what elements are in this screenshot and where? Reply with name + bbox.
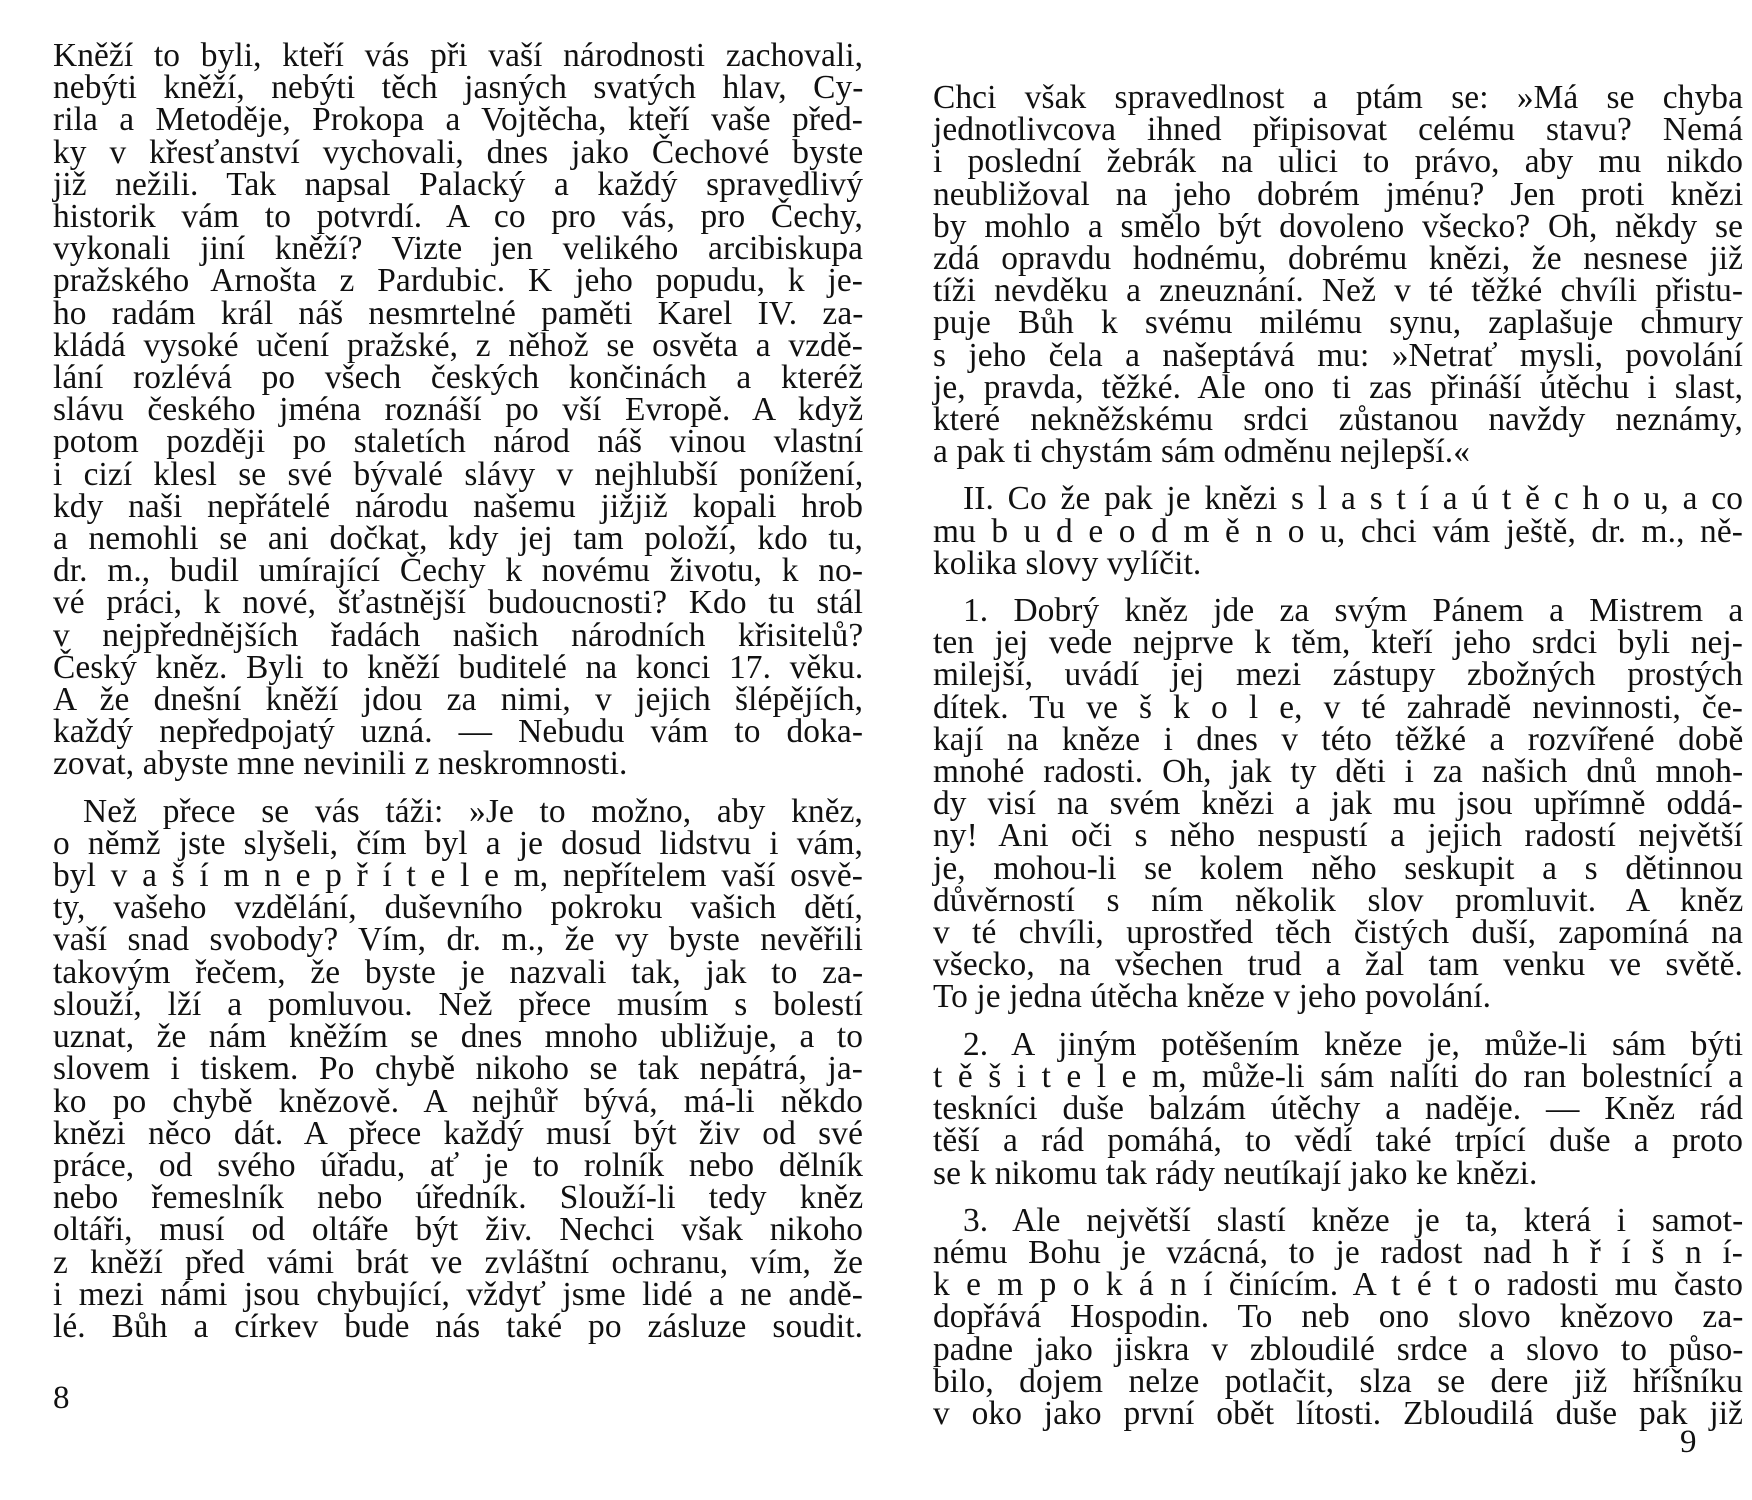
text-line: o němž jste slyšeli, čím byl a je dosud lidstvu i vám, xyxy=(53,824,863,862)
text-line: nému Bohu je vzácná, to je radost nad h ř í š n í- xyxy=(933,1233,1743,1271)
left-page-number: 8 xyxy=(53,1380,70,1416)
text-line: 3. Ale největší slastí kněze je ta, která i samot- xyxy=(963,1201,1744,1239)
text-line: Chci však spravedlnost a ptám se: »Má se chyba xyxy=(933,79,1743,116)
text-line: a pak ti chystám sám odměnu nejlepší.« xyxy=(933,433,1471,471)
text-line: zovat, abyste mne nevinili z neskromnosti. xyxy=(53,745,628,783)
text-line: dr. m., budil umírající Čechy k novému životu, k no- xyxy=(53,552,864,590)
text-line: To je jedna útěcha kněze v jeho povolání. xyxy=(933,978,1492,1016)
text-line: se k nikomu tak rády neutíkají jako ke knězi. xyxy=(933,1154,1538,1192)
text-line: k e m p o k á n í činícím. A t é t o radosti mu často xyxy=(933,1266,1743,1304)
text-line: práce, od svého úřadu, ať je to rolník nebo dělník xyxy=(53,1146,863,1184)
text-line: vaší snad svobody? Vím, dr. m., že vy byste nevěřili xyxy=(53,921,863,959)
text-line: kolika slovy vylíčit. xyxy=(933,544,1202,582)
text-line: lé. Bůh a církev bude nás také po zásluze soudit. xyxy=(53,1307,864,1345)
text-line: každý nepředpojatý uzná. — Nebudu vám to doka- xyxy=(53,713,864,751)
text-line: bilo, dojem nelze potlačit, slza se dere již hříšníku xyxy=(933,1362,1743,1400)
text-line: ny! Ani oči s něho nespustí a jejich radostí největší xyxy=(933,817,1744,855)
text-line: historik vám to potvrdí. A co pro vás, pro Čechy, xyxy=(53,198,863,236)
text-line: oltáři, musí od oltáře být živ. Nechci však nikoho xyxy=(53,1211,864,1249)
text-line: ko po chybě knězově. A nejhůř bývá, má-li někdo xyxy=(53,1082,863,1120)
text-line: potom později po staletích národ náš vinou vlastní xyxy=(53,423,864,461)
text-line: a nemohli se ani dočkat, kdy jej tam položí, kdo tu, xyxy=(53,520,863,558)
text-line: puje Bůh k svému milému synu, zaplašuje chmury xyxy=(933,304,1743,342)
text-line: těší a rád pomáhá, to vědí také trpící duše a proto xyxy=(933,1122,1743,1160)
text-line: dopřává Hospodin. To neb ono slovo knězovo za- xyxy=(933,1298,1744,1336)
text-line: z kněží před vámi brát ve zvláštní ochranu, vím, že xyxy=(53,1243,863,1281)
text-line: zdá opravdu hodnému, dobrému knězi, že nesnese již xyxy=(933,240,1744,278)
text-line: ty, vašeho vzdělání, duševního pokroku vašich dětí, xyxy=(53,889,863,927)
text-line: v nejpřednějších řadách našich národních křisitelů? xyxy=(53,616,864,654)
text-line: jednotlivcova ihned připisovat celému stavu? Nemá xyxy=(933,111,1743,149)
text-line: 1. Dobrý kněz jde za svým Pánem a Mistrem a xyxy=(963,592,1744,630)
text-line: s jeho čela a našeptává mu: »Netrať mysli, povolání xyxy=(933,336,1744,374)
text-line: které nekněžskému srdci zůstanou navždy neznámy, xyxy=(933,401,1743,439)
text-line: vé práci, k nové, šťastnější budoucnosti? Kdo tu stál xyxy=(53,584,863,622)
text-line: by mohlo a smělo být dovoleno všecko? Oh, někdy se xyxy=(933,207,1743,245)
text-line: i mezi námi jsou chybující, vždyť jsme lidé a ne andě- xyxy=(53,1275,863,1313)
text-line: již nežili. Tak napsal Palacký a každý spravedlivý xyxy=(53,165,863,203)
text-line: takovým řečem, že byste je nazvali tak, jak to za- xyxy=(53,953,864,991)
text-line: ten jej vede nejprve k těm, kteří jeho srdci byli nej- xyxy=(933,624,1743,662)
text-line: tíži nevděku a zneuznání. Než v té těžké chvíli přistu- xyxy=(933,272,1744,310)
text-line: slouží, lží a pomluvou. Než přece musím s bolestí xyxy=(53,985,863,1023)
text-line: Český kněz. Byli to kněží buditelé na konci 17. věku. xyxy=(53,648,864,686)
text-line: vykonali jiní kněží? Vizte jen velikého arcibiskupa xyxy=(53,230,864,268)
text-line: i poslední žebrák na ulici to právo, aby mu nikdo xyxy=(933,143,1743,181)
text-line: Než přece se vás táži: »Je to možno, aby kněz, xyxy=(83,792,863,830)
text-line: byl v a š í m n e p ř í t e l e m, nepřítelem vaší osvě- xyxy=(53,857,863,895)
text-line: lání rozlévá po všech českých končinách a kteréž xyxy=(53,359,864,397)
text-line: milejší, uvádí jej mezi zástupy zbožných prostých xyxy=(933,656,1743,694)
text-line: t ě š i t e l e m, může-li sám nalíti do ran bolestnící a xyxy=(933,1057,1743,1095)
text-line: uznat, že nám kněžím se dnes mnoho ubližuje, a to xyxy=(53,1018,863,1056)
text-line: důvěrností s ním několik slov promluvit. A kněz xyxy=(933,881,1744,919)
text-line: dítek. Tu ve š k o l e, v té zahradě nevinnosti, če- xyxy=(933,688,1743,726)
text-line: teskníci duše balzám útěchy a naděje. — Kněz rád xyxy=(933,1090,1743,1128)
text-line: slávu českého jména roznáší po vší Evropě. A když xyxy=(53,391,864,429)
text-line: slovem i tiskem. Po chybě nikoho se tak nepátrá, ja- xyxy=(53,1050,863,1088)
text-line: je, pravda, těžké. Ale ono ti zas přináší útěchu i slast, xyxy=(933,368,1744,406)
text-line: A že dnešní kněží jdou za nimi, v jejich šlépějích, xyxy=(53,681,864,719)
text-line: ho radám král náš nesmrtelné paměti Karel IV. za- xyxy=(53,294,864,332)
text-line: nebo řemeslník nebo úředník. Slouží-li tedy kněz xyxy=(53,1179,864,1217)
text-line: rila a Metoděje, Prokopa a Vojtěcha, kteří vaše před- xyxy=(53,101,863,139)
text-line: kají na kněze i dnes v této těžké a rozvířené době xyxy=(933,720,1744,758)
text-line: II. Co že pak je knězi s l a s t í a ú t ě c h o u, a co xyxy=(963,480,1743,518)
text-line: v té chvíli, uprostřed těch čistých duší, zapomíná na xyxy=(933,914,1743,952)
text-line: 2. A jiným potěšením kněze je, může-li sám býti xyxy=(963,1025,1744,1063)
text-line: pražského Arnošta z Pardubic. K jeho popudu, k je- xyxy=(53,262,863,300)
text-line: i cizí klesl se své bývalé slávy v nejhlubší ponížení, xyxy=(53,455,864,493)
text-line: mu b u d e o d m ě n o u, chci vám ještě, dr. m., ně- xyxy=(933,512,1743,550)
text-line: je, mohou-li se kolem něho seskupit a s dětinnou xyxy=(933,849,1743,887)
text-line: dy visí na svém knězi a jak mu jsou upřímně oddá- xyxy=(933,785,1743,823)
text-line: knězi něco dát. A přece každý musí být živ od své xyxy=(53,1114,863,1152)
text-line: všecko, na všechen trud a žal tam venku ve světě. xyxy=(933,946,1743,984)
text-line: kládá vysoké učení pražské, z něhož se osvěta a vzdě- xyxy=(53,326,863,364)
text-line: v oko jako první obět lítosti. Zbloudilá duše pak již xyxy=(933,1394,1743,1432)
right-page-text xyxy=(933,79,1744,1432)
text-line: kdy naši nepřátelé národu našemu jižjiž kopali hrob xyxy=(53,487,863,525)
text-line: ky v křesťanství vychovali, dnes jako Čechové byste xyxy=(53,133,864,171)
left-page-text xyxy=(53,37,864,1345)
text-line: neubližoval na jeho dobrém jménu? Jen proti knězi xyxy=(933,175,1744,213)
text-line: mnohé radosti. Oh, jak ty děti i za našich dnů mnoh- xyxy=(933,753,1744,791)
text-line: nebýti kněží, nebýti těch jasných svatých hlav, Cy- xyxy=(53,69,864,107)
right-page-number: 9 xyxy=(1680,1424,1697,1460)
text-line: Kněží to byli, kteří vás při vaší národnosti zachovali, xyxy=(53,37,864,74)
text-line: padne jako jiskra v zbloudilé srdce a slovo to půso- xyxy=(933,1330,1744,1368)
